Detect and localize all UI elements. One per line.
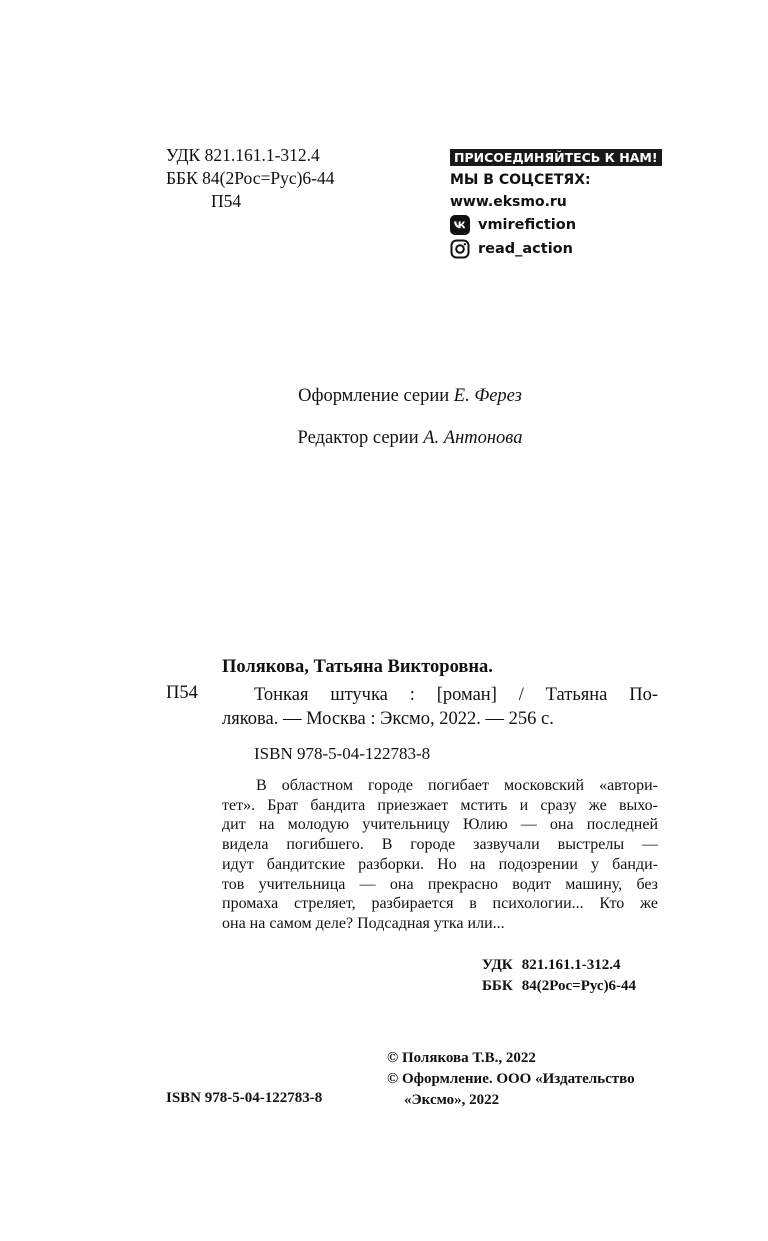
instagram-row[interactable] xyxy=(450,237,662,261)
annotation-line: дит на молодую учительницу Юлию — она последней xyxy=(222,816,658,834)
author-sign: П54 xyxy=(211,191,242,211)
udk-code: УДК 821.161.1-312.4 xyxy=(166,145,320,165)
design-name: Е. Ферез xyxy=(453,386,522,406)
annotation-line: В областном городе погибает московский «автори- xyxy=(256,777,658,794)
title-line-2: лякова. — Москва : Эксмо, 2022. — 256 с. xyxy=(222,709,554,729)
bbk-label: ББК xyxy=(482,978,513,994)
instagram-handle: read_action xyxy=(478,241,573,257)
social-heading: МЫ В СОЦСЕТЯХ: xyxy=(450,172,591,188)
website-link[interactable]: www.eksmo.ru xyxy=(450,194,567,210)
copyright-author: © Полякова Т.В., 2022 xyxy=(387,1050,536,1066)
classification-block xyxy=(166,144,335,213)
vk-handle: vmirefiction xyxy=(478,217,577,233)
isbn-bottom: ISBN 978-5-04-122783-8 xyxy=(166,1090,323,1106)
annotation-line: промаха стреляет, разбирается в психологии... Кто же xyxy=(222,895,658,913)
series-design-credit xyxy=(0,386,768,407)
annotation xyxy=(222,776,658,934)
annotation-line: идут бандитские разборки. Но на подозрении у банди- xyxy=(222,855,658,873)
series-editor-credit xyxy=(0,428,768,449)
social-block xyxy=(450,147,662,261)
copyright-design-cont: «Эксмо», 2022 xyxy=(404,1092,500,1108)
udk-value: 821.161.1-312.4 xyxy=(521,957,621,973)
bbk-bottom xyxy=(482,976,636,997)
copyright-block xyxy=(387,1048,635,1111)
design-label: Оформление серии xyxy=(298,386,450,406)
vk-icon xyxy=(450,215,470,235)
isbn-record: ISBN 978-5-04-122783-8 xyxy=(254,744,431,763)
udk-label: УДК xyxy=(482,957,513,973)
join-banner: ПРИСОЕДИНЯЙТЕСЬ К НАМ! xyxy=(450,149,662,166)
annotation-line: видела погибшего. В городе зазвучали выстрелы — xyxy=(222,836,658,854)
author-heading: Полякова, Татьяна Викторовна. xyxy=(222,657,493,677)
vk-row[interactable] xyxy=(450,213,662,237)
author-sign-bib: П54 xyxy=(166,683,198,703)
instagram-icon xyxy=(450,239,470,259)
annotation-line: тов учительница — она прекрасно водит машину, без xyxy=(222,875,658,893)
classification-bottom xyxy=(482,955,636,997)
annotation-line: она на самом деле? Подсадная утка или... xyxy=(222,914,505,932)
bbk-code: ББК 84(2Рос=Рус)6-44 xyxy=(166,168,335,188)
title-record xyxy=(222,683,658,731)
editor-name: А. Антонова xyxy=(423,428,523,448)
annotation-line: тет». Брат бандита приезжает мстить и сразу же выхо- xyxy=(222,796,658,814)
bbk-value: 84(2Рос=Рус)6-44 xyxy=(521,978,637,994)
copyright-design: © Оформление. ООО «Издательство xyxy=(387,1071,635,1087)
editor-label: Редактор серии xyxy=(297,428,419,448)
udk-bottom xyxy=(482,955,636,976)
title-line-1: Тонкая штучка : [роман] / Татьяна По- xyxy=(254,685,658,705)
